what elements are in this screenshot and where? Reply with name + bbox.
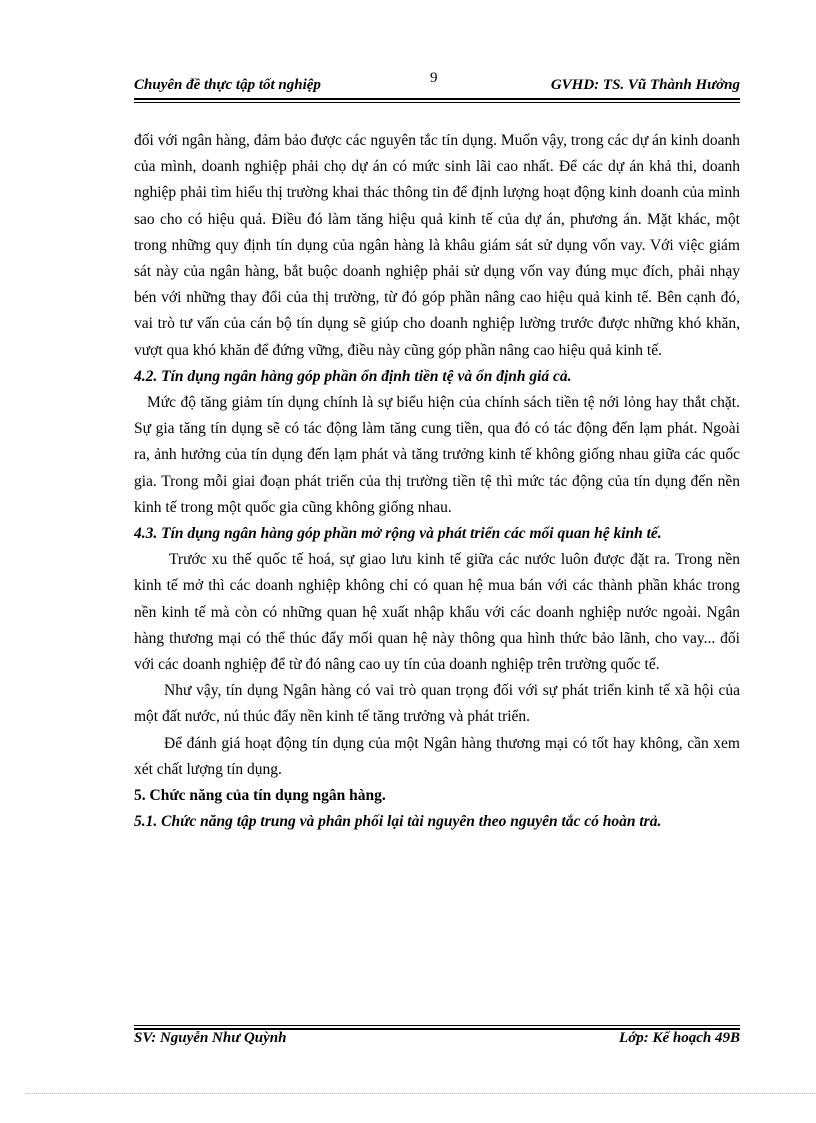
heading-4-2: 4.2. Tín dụng ngân hàng góp phần ổn định tiền tệ và ổn định giá cả. [134,367,572,385]
page-number: 9 [430,70,438,86]
paragraph-2: Mức độ tăng giảm tín dụng chính là sự biểu hiện của chính sách tiền tệ nới lỏng hay thắt chặt. Sự gia tăng tín dụng sẽ có tác động làm tăng cung tiền, qua đó có tác động đến lạm phát. Ngoài ra, ảnh hưởng của tín dụng đến lạm phát và tăng trưởng kinh tế không giống nhau giữa các quốc gia. Trong mỗi giai đoạn phát triển của thị trường tiền tệ thì mức tác động của tín dụng đến nền kinh tế trong một quốc gia cũng không giống nhau. [134,394,740,516]
page-footer [134,1030,740,1052]
paragraph-1: đối với ngân hàng, đảm bảo được các nguyên tắc tín dụng. Muốn vậy, trong các dự án kinh doanh của mình, doanh nghiệp phải chọ dự án có mức sinh lãi cao nhất. Để các dự án khả thi, doanh nghiệp phải tìm hiểu thị trường khai thác thông tin để định lượng hoạt động kinh doanh của mình sao cho có hiệu quả. Điều đó làm tăng hiệu quả kinh tế của dự án, phương án. Mặt khác, một trong những quy định tín dụng của ngân hàng là khâu giám sát sử dụng vốn vay. Với việc giám sát này của ngân hàng, bắt buộc doanh nghiệp phải sử dụng vốn vay đúng mục đích, phải nhạy bén với những thay đổi của thị trường, từ đó góp phần nâng cao hiệu quả kinh tế. Bên cạnh đó, vai trò tư vấn của cán bộ tín dụng sẽ giúp cho doanh nghiệp lường trước được những khó khăn, vượt qua khó khăn để đứng vững, điều này cũng góp phần nâng cao hiệu quả kinh tế. [134,132,740,359]
paragraph-4: Như vậy, tín dụng Ngân hàng có vai trò quan trọng đối với sự phát triển kinh tế xã hội của một đất nước, nú thúc đẩy nền kinh tế tăng trưởng và phát triển. [134,682,740,726]
footer-rule [134,1025,740,1030]
heading-5: 5. Chức năng của tín dụng ngân hàng. [134,787,386,805]
header-advisor: GVHD: TS. Vũ Thành Hưởng [550,77,740,93]
page-break-line [25,1093,815,1094]
page-header [134,70,740,98]
heading-4-3: 4.3. Tín dụng ngân hàng góp phần mở rộng và phát triển các mối quan hệ kinh tế. [134,525,662,543]
paragraph-3: Trước xu thế quốc tế hoá, sự giao lưu kinh tế giữa các nước luôn được đặt ra. Trong nền kinh tế mở thì các doanh nghiệp không chỉ có quan hệ mua bán với các thành phần khác trong nền kinh tế mà còn có những quan hệ xuất nhập khẩu với các doanh nghiệp nước ngoài. Ngân hàng thương mại có thể thúc đẩy mối quan hệ này thông qua hình thức bảo lãnh, cho vay... đối với các doanh nghiệp để từ đó nâng cao uy tín của doanh nghiệp trên trường quốc tế. [134,551,740,674]
footer-class: Lớp: Kế hoạch 49B [619,1030,740,1046]
header-rule [134,98,740,103]
footer-student: SV: Nguyễn Như Quỳnh [134,1030,287,1046]
paragraph-5: Để đánh giá hoạt động tín dụng của một Ngân hàng thương mại có tốt hay không, cần xem xét chất lượng tín dụng. [134,734,740,778]
header-title: Chuyên đề thực tập tốt nghiệp [134,77,321,93]
heading-5-1: 5.1. Chức năng tập trung và phân phối lại tài nguyên theo nguyên tắc có hoàn trả. [134,813,662,831]
document-body [134,128,740,835]
